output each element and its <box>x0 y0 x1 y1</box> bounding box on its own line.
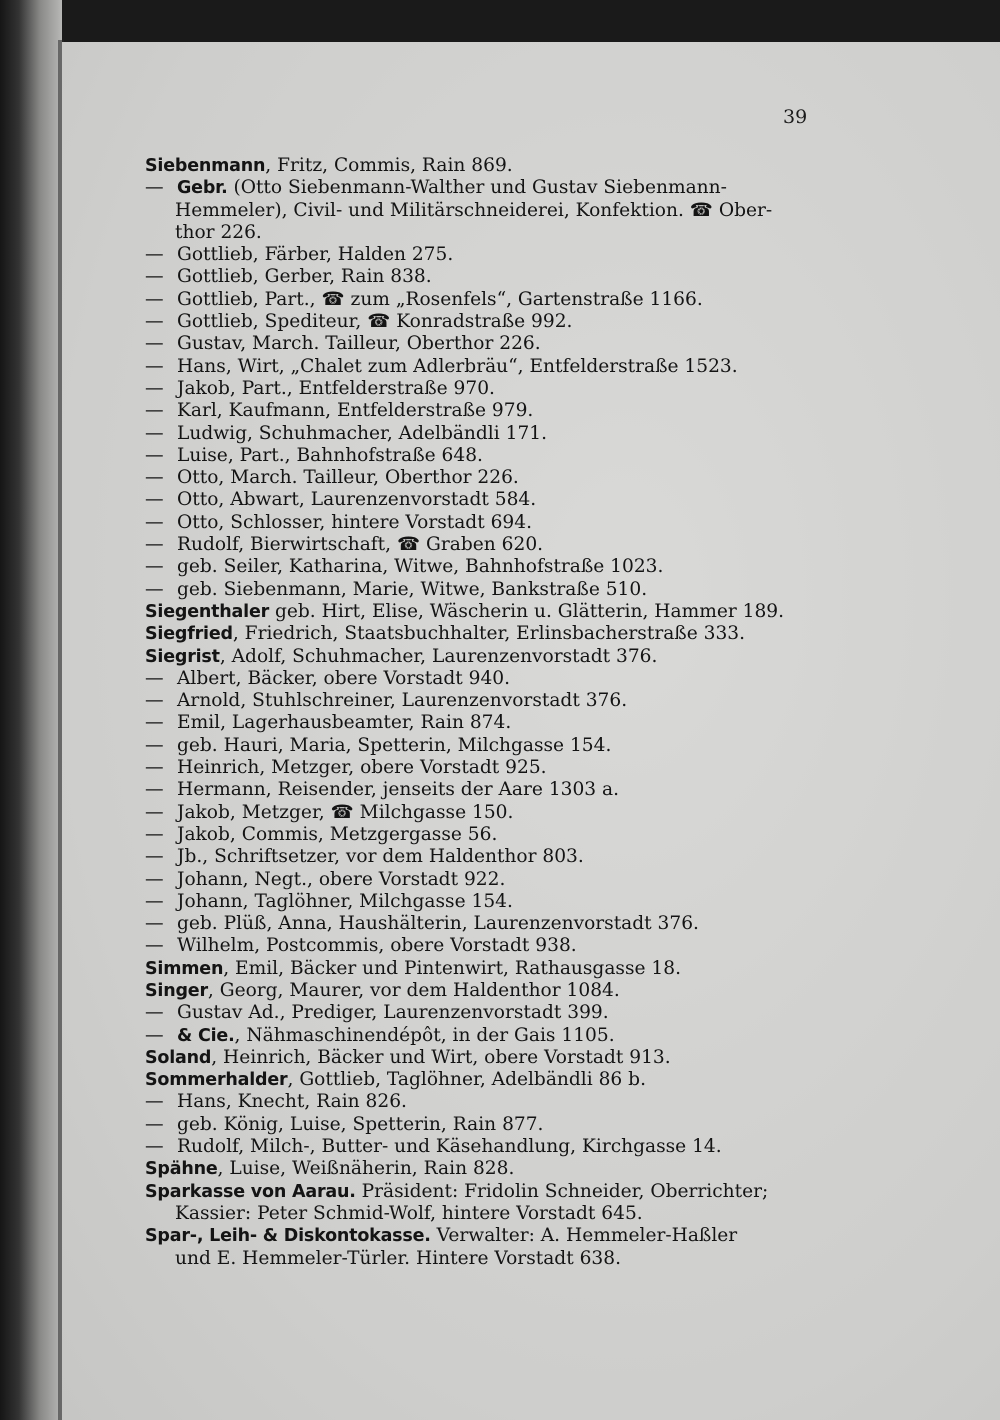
ditto-dash: — <box>145 779 164 801</box>
ditto-dash: — <box>145 578 164 600</box>
entry-text: geb. Plüß, Anna, Haushälterin, Laurenzenvorstadt 376. <box>177 913 699 935</box>
book-gutter <box>0 0 62 1420</box>
entry-name: Siegrist <box>145 646 220 667</box>
ditto-dash: — <box>145 757 164 779</box>
directory-entries <box>145 155 815 1270</box>
entry-sub-line <box>145 311 815 333</box>
entry-sub-line <box>145 869 815 891</box>
entry-text: Gottlieb, Gerber, Rain 838. <box>177 266 432 288</box>
entry-sub-line <box>145 467 815 489</box>
ditto-dash: — <box>145 1091 164 1113</box>
entry-continuation-line <box>145 1248 815 1270</box>
entry-sub-line <box>145 445 815 467</box>
entry-text: Hermann, Reisender, jenseits der Aare 1303 a. <box>177 779 620 801</box>
ditto-dash: — <box>145 913 164 935</box>
entry-text: Emil, Lagerhausbeamter, Rain 874. <box>177 712 512 734</box>
entry-text: geb. Hirt, Elise, Wäscherin u. Glätterin, Hammer 189. <box>269 600 785 622</box>
ditto-dash: — <box>145 311 164 333</box>
entry-sub-line <box>145 177 815 199</box>
entry-text: , Heinrich, Bäcker und Wirt, obere Vorstadt 913. <box>211 1046 671 1068</box>
ditto-dash: — <box>145 377 164 399</box>
ditto-dash: — <box>145 556 164 578</box>
ditto-dash: — <box>145 266 164 288</box>
ditto-dash: — <box>145 467 164 489</box>
entry-text: , Georg, Maurer, vor dem Haldenthor 1084. <box>207 979 620 1001</box>
entry-continuation-line <box>145 1203 815 1225</box>
entry-text: Johann, Taglöhner, Milchgasse 154. <box>177 890 513 912</box>
entry-sub-line <box>145 757 815 779</box>
entry-text: Otto, Abwart, Laurenzenvorstadt 584. <box>177 489 537 511</box>
entry-text: Jakob, Part., Entfelderstraße 970. <box>177 377 495 399</box>
entry-name: Sparkasse von Aarau. <box>145 1181 356 1202</box>
ditto-dash: — <box>145 489 164 511</box>
entry-text: geb. König, Luise, Spetterin, Rain 877. <box>177 1113 544 1135</box>
entry-text: Karl, Kaufmann, Entfelderstraße 979. <box>177 400 534 422</box>
entry-sub-line <box>145 1114 815 1136</box>
entry-text: , Emil, Bäcker und Pintenwirt, Rathausgasse 18. <box>223 957 681 979</box>
entry-sub-line <box>145 289 815 311</box>
entry-text: Gustav Ad., Prediger, Laurenzenvorstadt 399. <box>177 1002 609 1024</box>
entry-text: Hans, Wirt, „Chalet zum Adlerbräu“, Entfelderstraße 1523. <box>177 355 738 377</box>
entry-head-line <box>145 646 815 668</box>
entry-name: & Cie. <box>177 1025 235 1046</box>
entry-text: Jb., Schriftsetzer, vor dem Haldenthor 803. <box>177 846 584 868</box>
ditto-dash: — <box>145 355 164 377</box>
entry-text: (Otto Siebenmann-Walther und Gustav Siebenmann- <box>227 177 727 199</box>
ditto-dash: — <box>145 333 164 355</box>
entry-sub-line <box>145 846 815 868</box>
entry-text: Präsident: Fridolin Schneider, Oberrichter; <box>355 1180 769 1202</box>
entry-name: Sommerhalder <box>145 1070 288 1091</box>
entry-text: , Gottlieb, Taglöhner, Adelbändli 86 b. <box>287 1069 646 1091</box>
entry-sub-line <box>145 266 815 288</box>
entry-sub-line <box>145 423 815 445</box>
entry-text: Gottlieb, Part., ☎ zum „Rosenfels“, Gartenstraße 1166. <box>177 288 703 310</box>
ditto-dash: — <box>145 890 164 912</box>
entry-text: , Friedrich, Staatsbuchhalter, Erlinsbacherstraße 333. <box>232 623 746 645</box>
entry-text: Wilhelm, Postcommis, obere Vorstadt 938. <box>177 935 577 957</box>
entry-head-line <box>145 1158 815 1180</box>
ditto-dash: — <box>145 667 164 689</box>
entry-name: Siegfried <box>145 624 233 645</box>
entry-text: , Adolf, Schuhmacher, Laurenzenvorstadt 376. <box>219 645 658 667</box>
ditto-dash: — <box>145 712 164 734</box>
entry-sub-line <box>145 668 815 690</box>
entry-name: Siebenmann <box>145 156 266 176</box>
entry-sub-line <box>145 779 815 801</box>
ditto-dash: — <box>145 868 164 890</box>
entry-continuation-line <box>145 222 815 244</box>
entry-text: Kassier: Peter Schmid-Wolf, hintere Vorstadt 645. <box>175 1202 643 1224</box>
entry-sub-line <box>145 824 815 846</box>
entry-name: Singer <box>145 980 208 1001</box>
entry-text: , Luise, Weißnäherin, Rain 828. <box>217 1158 515 1180</box>
ditto-dash: — <box>145 511 164 533</box>
entry-head-line <box>145 958 815 980</box>
entry-text: und E. Hemmeler-Türler. Hintere Vorstadt 638. <box>175 1247 621 1269</box>
ditto-dash: — <box>145 534 164 556</box>
entry-head-line <box>145 1181 815 1203</box>
entry-text: Otto, Schlosser, hintere Vorstadt 694. <box>177 511 532 533</box>
entry-head-line <box>145 623 815 645</box>
entry-text: geb. Hauri, Maria, Spetterin, Milchgasse 154. <box>177 734 612 756</box>
entry-sub-line <box>145 802 815 824</box>
entry-sub-line <box>145 378 815 400</box>
entry-text: Gottlieb, Färber, Halden 275. <box>177 244 454 266</box>
ditto-dash: — <box>145 734 164 756</box>
entry-sub-line <box>145 913 815 935</box>
entry-text: Jakob, Metzger, ☎ Milchgasse 150. <box>177 801 514 823</box>
entry-sub-line <box>145 400 815 422</box>
entry-sub-line <box>145 735 815 757</box>
ditto-dash: — <box>145 1024 164 1046</box>
entry-text: Ludwig, Schuhmacher, Adelbändli 171. <box>177 422 548 444</box>
ditto-dash: — <box>145 244 164 266</box>
entry-text: Verwalter: A. Hemmeler-Haßler <box>430 1225 738 1247</box>
entry-sub-line <box>145 1091 815 1113</box>
entry-sub-line <box>145 1002 815 1024</box>
ditto-dash: — <box>145 846 164 868</box>
ditto-dash: — <box>145 422 164 444</box>
entry-text: thor 226. <box>175 221 262 243</box>
ditto-dash: — <box>145 1002 164 1024</box>
entry-head-line <box>145 1069 815 1091</box>
ditto-dash: — <box>145 1113 164 1135</box>
ditto-dash: — <box>145 288 164 310</box>
entry-sub-line <box>145 244 815 266</box>
entry-text: Hemmeler), Civil- und Militärschneiderei, Konfektion. ☎ Ober- <box>175 199 773 221</box>
ditto-dash: — <box>145 1136 164 1158</box>
entry-text: Heinrich, Metzger, obere Vorstadt 925. <box>177 757 547 779</box>
entry-text: Otto, March. Tailleur, Oberthor 226. <box>177 467 519 489</box>
entry-sub-line <box>145 891 815 913</box>
entry-text: Jakob, Commis, Metzgergasse 56. <box>177 823 498 845</box>
ditto-dash: — <box>145 444 164 466</box>
entry-text: Gottlieb, Spediteur, ☎ Konradstraße 992. <box>177 311 573 333</box>
entry-text: Gustav, March. Tailleur, Oberthor 226. <box>177 333 541 355</box>
ditto-dash: — <box>145 935 164 957</box>
entry-sub-line <box>145 489 815 511</box>
ditto-dash: — <box>145 801 164 823</box>
ditto-dash: — <box>145 400 164 422</box>
ditto-dash: — <box>145 823 164 845</box>
entry-sub-line <box>145 534 815 556</box>
entry-sub-line <box>145 1136 815 1158</box>
entry-text: geb. Seiler, Katharina, Witwe, Bahnhofstraße 1023. <box>177 556 664 578</box>
entry-text: , Fritz, Commis, Rain 869. <box>265 155 513 176</box>
entry-sub-line <box>145 579 815 601</box>
ditto-dash: — <box>145 177 164 199</box>
entry-head-line <box>145 1225 815 1247</box>
entry-text: Rudolf, Milch-, Butter- und Käsehandlung, Kirchgasse 14. <box>177 1136 722 1158</box>
entry-sub-line <box>145 333 815 355</box>
entry-head-line <box>145 155 815 177</box>
entry-text: Rudolf, Bierwirtschaft, ☎ Graben 620. <box>177 534 544 556</box>
entry-text: Arnold, Stuhlschreiner, Laurenzenvorstadt 376. <box>177 690 628 712</box>
entry-text: Johann, Negt., obere Vorstadt 922. <box>177 868 506 890</box>
entry-sub-line <box>145 512 815 534</box>
page-number: 39 <box>783 106 808 128</box>
entry-sub-line <box>145 690 815 712</box>
entry-name: Simmen <box>145 958 224 979</box>
entry-name: Siegenthaler <box>145 601 270 622</box>
entry-sub-line <box>145 1025 815 1047</box>
entry-name: Spähne <box>145 1159 218 1180</box>
entry-sub-line <box>145 712 815 734</box>
entry-head-line <box>145 980 815 1002</box>
entry-text: Luise, Part., Bahnhofstraße 648. <box>177 444 483 466</box>
entry-name: Spar-, Leih- & Diskontokasse. <box>145 1226 431 1247</box>
entry-head-line <box>145 1047 815 1069</box>
entry-sub-line <box>145 935 815 957</box>
entry-text: geb. Siebenmann, Marie, Witwe, Bankstraße 510. <box>177 578 648 600</box>
entry-text: Albert, Bäcker, obere Vorstadt 940. <box>177 667 511 689</box>
entry-sub-line <box>145 556 815 578</box>
ditto-dash: — <box>145 690 164 712</box>
entry-sub-line <box>145 356 815 378</box>
entry-text: , Nähmaschinendépôt, in der Gais 1105. <box>234 1024 615 1046</box>
entry-continuation-line <box>145 200 815 222</box>
entry-name: Gebr. <box>177 178 228 199</box>
entry-head-line <box>145 601 815 623</box>
entry-text: Hans, Knecht, Rain 826. <box>177 1091 407 1113</box>
entry-name: Soland <box>145 1047 212 1068</box>
